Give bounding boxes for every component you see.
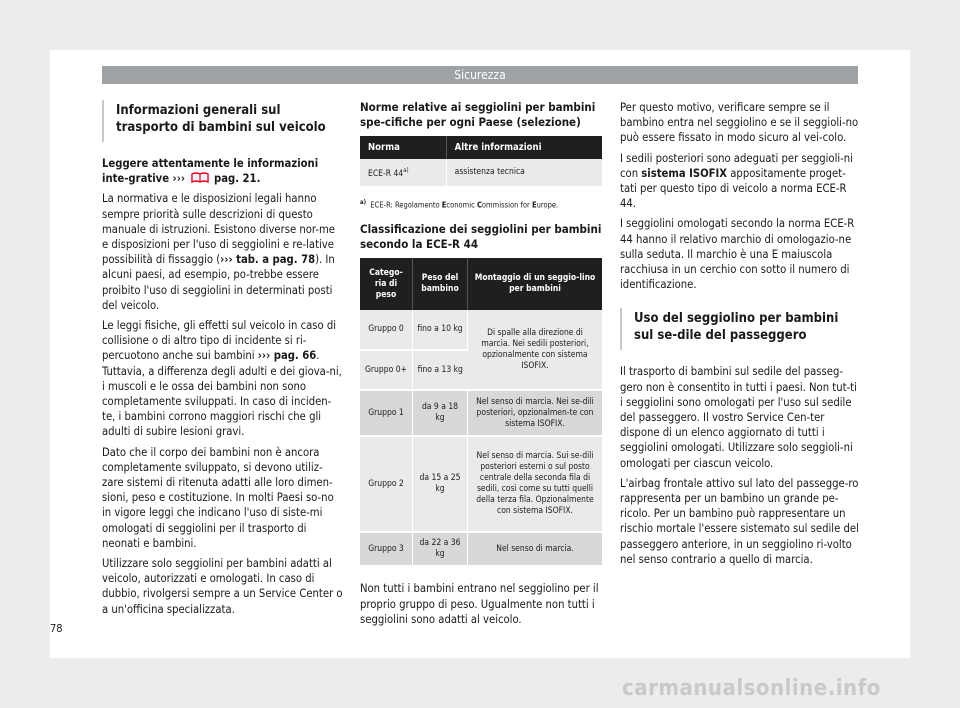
table-row — [360, 390, 602, 436]
norms-table — [360, 136, 602, 188]
paragraph-1: La normativa e le disposizioni legali hanno sempre priorità sulle descrizioni di questo manuale di istruzioni. Esistono diverse nor-me e disposizioni per l'uso di seggiolini e re-lative possibilità di fissaggio (››› tab. a pag. 78). In alcuni paesi, ad esempio, po-trebbe essere proibito l'uso di seggiolini in determinati posti del veicolo. — [102, 192, 335, 312]
column-left — [102, 100, 344, 622]
table-cell: Nel senso di marcia. Sui se-dili posteriori esterni o sul posto centrale della seconda fila di sedili, così come su tutti quelli della terza fila. Opzionalmente con sistema ISOFIX. — [468, 436, 603, 532]
table-row — [360, 436, 602, 532]
heading-classification: Classificazione dei seggiolini per bambini secondo la ECE-R 44 — [360, 222, 602, 252]
table-cell: da 15 a 25 kg — [413, 436, 468, 532]
heading-general-info: Informazioni generali sul trasporto di bambini sul veicolo — [102, 100, 344, 142]
table-cell: Gruppo 2 — [360, 436, 413, 532]
paragraph-3: Dato che il corpo dei bambini non è ancora completamente sviluppato, si devono utiliz-zare sistemi di ritenuta adatti alle loro dimen-sioni, peso e costituzione. In molti Paesi so-no in vigore leggi che indicano l'uso di siste-mi omologati di seggiolini per il trasporto di neonati e bambini. — [102, 445, 334, 550]
table-header: Catego-ria di peso — [360, 258, 413, 310]
paragraph-1: Per questo motivo, verificare sempre se il bambino entra nel seggiolino e se il seggioli-no può essere fissato in modo sicuro al vei-colo. — [620, 101, 859, 145]
table-cell: Gruppo 0 — [360, 310, 413, 350]
table-cell: Di spalle alla direzione di marcia. Nei sedili posteriori, opzionalmente con sistema ISOFIX. — [468, 310, 603, 390]
table-cell: Nel senso di marcia. Nei se-dili posteriori, opzionalmen-te con sistema ISOFIX. — [468, 390, 603, 436]
table-cell: assistenza tecnica — [446, 159, 602, 187]
table-cell: ECE-R 44$^{a)}$ — [360, 159, 446, 187]
table-cell: Nel senso di marcia. — [468, 532, 603, 566]
table-cell: fino a 13 kg — [413, 350, 468, 390]
warning-book-icon — [191, 172, 209, 183]
heading-country-norms: Norme relative ai seggiolini per bambini spe-cifiche per ogni Paese (selezione) — [360, 100, 596, 129]
table-header: Norma — [360, 136, 446, 159]
column-right — [620, 100, 860, 572]
paragraph-4: Il trasporto di bambini sul sedile del passeg-gero non è consentito in tutti i paesi. Non tut-ti i seggiolini sono omologati per l'uso sul sedile del passeggero. Il vostro Service Cen-ter dispone di un elenco aggiornato di tutti i seggiolini omologati. Utilizzare solo seggioli-ni omologati per ciascun veicolo. — [620, 365, 857, 470]
watermark: carmanualsonline.info — [622, 676, 881, 701]
footnote: $^{a)}$ ECE-R: Regolamento Economic Commission for Europe. — [360, 198, 559, 210]
classification-table — [360, 258, 602, 567]
intro-paragraph: Leggere attentamente le informazioni inte-grative ››› pag. 21. — [102, 157, 319, 186]
link-pag-21[interactable]: pag. 21 — [210, 172, 257, 186]
column-middle — [360, 100, 602, 632]
table-cell: da 22 a 36 kg — [413, 532, 468, 566]
table-cell: fino a 10 kg — [413, 310, 468, 350]
table-cell: Gruppo 0+ — [360, 350, 413, 390]
paragraph-2: Le leggi fisiche, gli effetti sul veicolo in caso di collisione o di altro tipo di incidente si ri-percuotono anche sui bambini ››› pag. 66. Tuttavia, a differenza degli adulti e dei giova-ni, i muscoli e le ossa dei bambini non sono completamente sviluppati. In caso di inciden-te, i bambini corrono maggiori rischi che gli adulti di subire lesioni gravi. — [102, 319, 342, 439]
paragraph-4: Utilizzare solo seggiolini per bambini adatti al veicolo, autorizzati e omologati. In caso di dubbio, rivolgersi sempre a un Service Center o a un'officina specializzata. — [102, 557, 343, 616]
link-pag-66[interactable]: pag. 66 — [270, 349, 317, 363]
arrow-link[interactable]: ››› — [172, 172, 185, 186]
paragraph-2: I sedili posteriori sono adeguati per seggioli-ni con sistema ISOFIX appositamente proget-tati per questo tipo di veicolo a norma ECE-R 44. — [620, 151, 853, 211]
page-number: 78 — [50, 618, 96, 642]
heading-passenger-seat: Uso del seggiolino per bambini sul se-dile del passeggero — [620, 308, 860, 350]
paragraph-3: I seggiolini omologati secondo la norma ECE-R 44 hanno il relativo marchio di omologazio-ne sulla seduta. Il marchio è una E maiuscola racchiusa in un cerchio con sotto il numero di identificazione. — [620, 217, 855, 292]
table-row — [360, 159, 602, 187]
table-row — [360, 532, 602, 566]
table-header: Peso del bambino — [413, 258, 468, 310]
link-tab-a[interactable]: tab. a pag. 78 — [232, 253, 316, 267]
table-header: Montaggio di un seggio-lino per bambini — [468, 258, 603, 310]
arrow-link[interactable]: ››› — [257, 349, 271, 363]
table-header: Altre informazioni — [446, 136, 602, 159]
paragraph-5: L'airbag frontale attivo sul lato del passegge-ro rappresenta per un bambino un grande pe-ricolo. Per un bambino può rappresentare un rischio mortale l'essere sistemato sul sedile del passeggero anteriore, in un seggiolino ri-volto nel senso contrario a quello di marcia. — [620, 476, 859, 566]
paragraph-after-table: Non tutti i bambini entrano nel seggiolino per il proprio gruppo di peso. Ugualmente non tutti i seggiolini sono adatti al veicolo. — [360, 582, 599, 626]
table-cell: Gruppo 1 — [360, 390, 413, 436]
table-cell: Gruppo 3 — [360, 532, 413, 566]
table-cell: da 9 a 18 kg — [413, 390, 468, 436]
section-header: Sicurezza — [102, 66, 858, 84]
arrow-link[interactable]: ››› — [220, 253, 233, 267]
isofix-term: sistema ISOFIX — [641, 166, 728, 180]
table-row — [360, 310, 602, 350]
